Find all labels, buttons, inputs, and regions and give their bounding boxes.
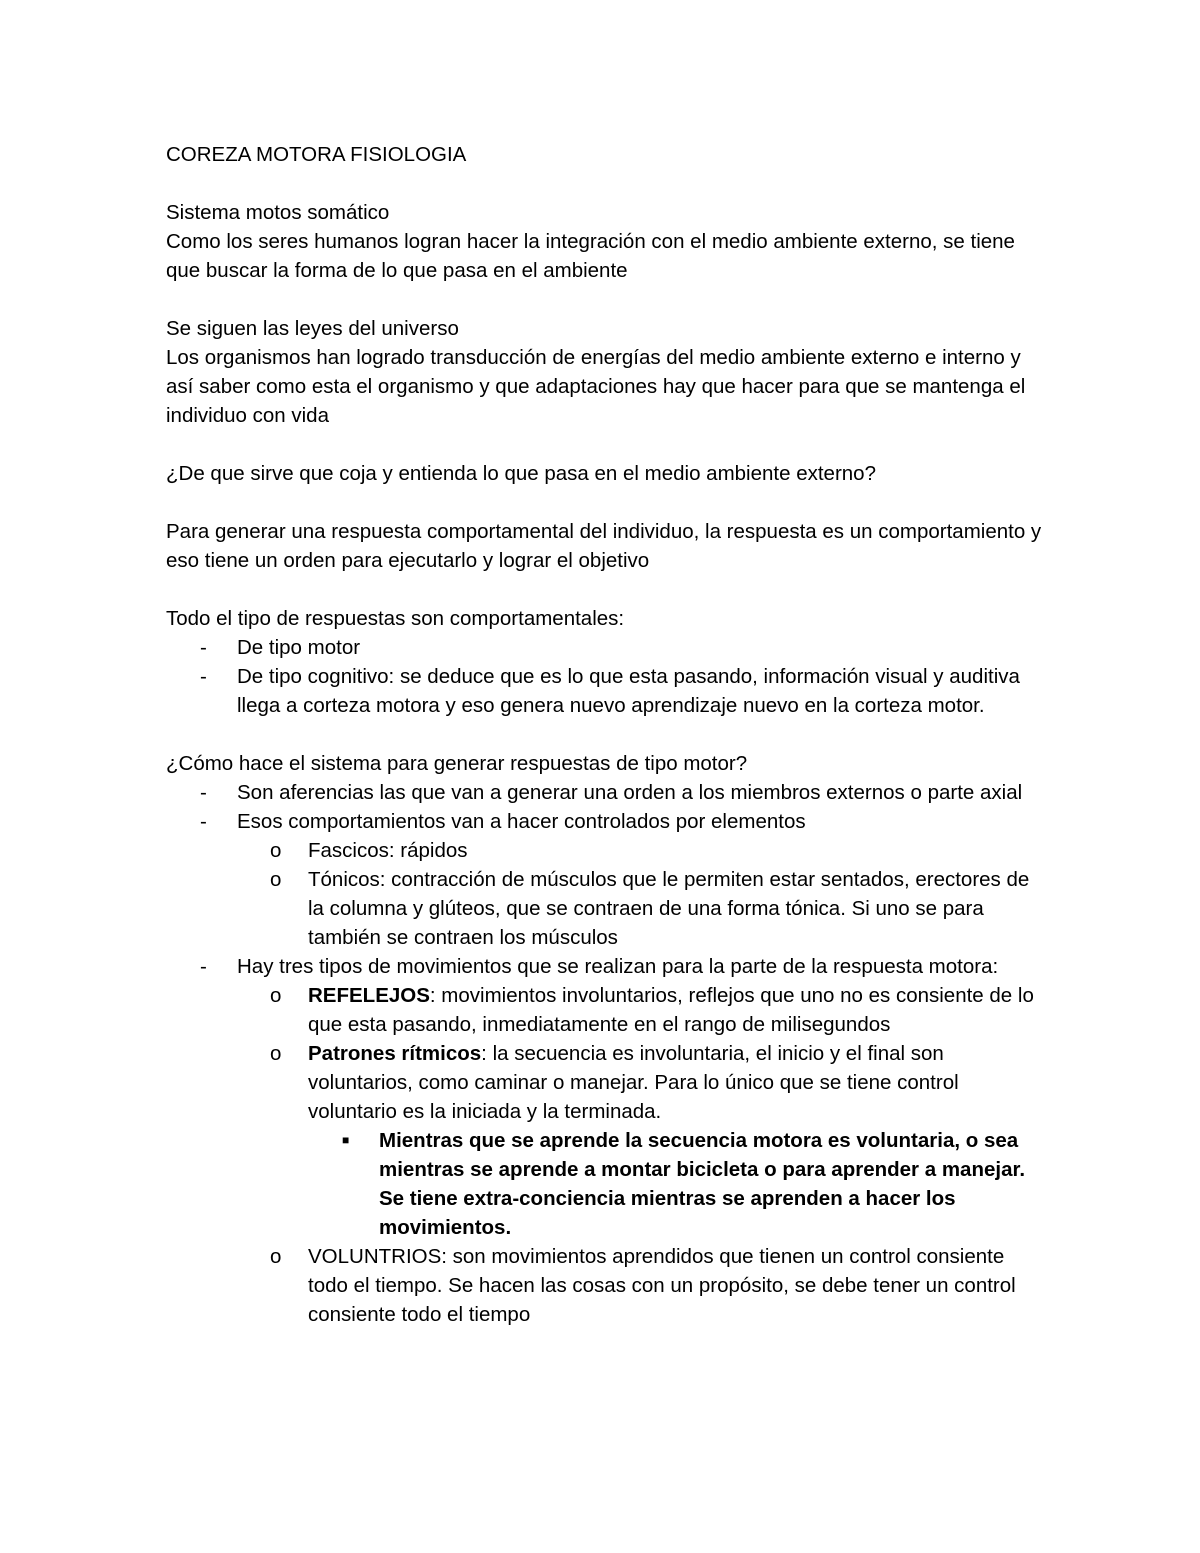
term-patrones: Patrones rítmicos bbox=[308, 1042, 482, 1065]
list-item bbox=[166, 952, 1046, 981]
circle-bullet-icon: o bbox=[270, 984, 282, 1007]
sub-list-item bbox=[166, 981, 1046, 1039]
section-heading: Se siguen las leyes del universo bbox=[166, 317, 459, 340]
paragraph: Como los seres humanos logran hacer la integración con el medio ambiente externo, se tiene que buscar la forma de lo que pasa en el ambiente bbox=[166, 230, 1015, 282]
term-patrones-text: : la secuencia es involuntaria, el inicio y el final son voluntarios, como caminar o manejar. Para lo único que se tiene control voluntario es la iniciada y la terminada. bbox=[308, 1042, 959, 1123]
doc-title: COREZA MOTORA FISIOLOGIA bbox=[166, 143, 467, 166]
dash-bullet-icon: - bbox=[200, 665, 207, 688]
list-item-text: Fascicos: rápidos bbox=[308, 839, 468, 862]
section-heading: Sistema motos somático bbox=[166, 201, 390, 224]
paragraph: Para generar una respuesta comportamental del individuo, la respuesta es un comportamiento y eso tiene un orden para ejecutarlo y lograr el objetivo bbox=[166, 520, 1042, 572]
dash-bullet-icon: - bbox=[200, 810, 207, 833]
sub-list-item bbox=[166, 1039, 1046, 1126]
list-item-text: De tipo cognitivo: se deduce que es lo que esta pasando, información visual y auditiva llega a corteza motora y eso genera nuevo aprendizaje nuevo en la corteza motor. bbox=[237, 665, 1020, 717]
sub-list-item bbox=[166, 865, 1046, 952]
paragraph: Los organismos han logrado transducción de energías del medio ambiente externo e interno y así saber como esta el organismo y que adaptaciones hay que hacer para que se mantenga el individuo con vida bbox=[166, 346, 1026, 427]
dash-bullet-icon: - bbox=[200, 636, 207, 659]
circle-bullet-icon: o bbox=[270, 839, 282, 862]
spacer bbox=[166, 720, 1046, 749]
sub-sub-list-item bbox=[166, 1126, 1046, 1242]
spacer bbox=[166, 430, 1046, 459]
list-item-text: De tipo motor bbox=[237, 636, 361, 659]
circle-bullet-icon: o bbox=[270, 868, 282, 891]
term-reflejos-text: : movimientos involuntarios, reflejos que uno no es consiente de lo que esta pasando, inmediatamente en el rango de milisegundos bbox=[308, 984, 1034, 1036]
spacer bbox=[166, 285, 1046, 314]
list-item-text: Son aferencias las que van a generar una orden a los miembros externos o parte axial bbox=[237, 781, 1023, 804]
sub-list-item bbox=[166, 1242, 1046, 1329]
dash-bullet-icon: - bbox=[200, 955, 207, 978]
list-item-text bbox=[308, 1042, 959, 1123]
section-heading: Todo el tipo de respuestas son comportamentales: bbox=[166, 607, 625, 630]
list-item-text: Esos comportamientos van a hacer controlados por elementos bbox=[237, 810, 806, 833]
list-item-text bbox=[308, 984, 1034, 1036]
circle-bullet-icon: o bbox=[270, 1042, 282, 1065]
list-item-text: Tónicos: contracción de músculos que le permiten estar sentados, erectores de la columna y glúteos, que se contraen de una forma tónica. Si uno se para también se contraen los músculos bbox=[308, 868, 1030, 949]
list-item bbox=[166, 778, 1046, 807]
term-reflejos: REFELEJOS bbox=[308, 984, 430, 1007]
list-item bbox=[166, 633, 1046, 662]
list-item bbox=[166, 807, 1046, 836]
spacer bbox=[166, 169, 1046, 198]
list-item-text: Mientras que se aprende la secuencia motora es voluntaria, o sea mientras se aprende a montar bicicleta o para aprender a manejar. Se tiene extra-conciencia mientras se aprenden a hacer los movimientos. bbox=[379, 1129, 1026, 1239]
list-item-text: Hay tres tipos de movimientos que se realizan para la parte de la respuesta motora: bbox=[237, 955, 999, 978]
spacer bbox=[166, 575, 1046, 604]
square-bullet-icon: ■ bbox=[342, 1133, 350, 1147]
spacer bbox=[166, 488, 1046, 517]
circle-bullet-icon: o bbox=[270, 1245, 282, 1268]
question: ¿De que sirve que coja y entienda lo que pasa en el medio ambiente externo? bbox=[166, 462, 876, 485]
question: ¿Cómo hace el sistema para generar respuestas de tipo motor? bbox=[166, 752, 748, 775]
list-item-text: VOLUNTRIOS: son movimientos aprendidos que tienen un control consiente todo el tiempo. Se hacen las cosas con un propósito, se debe tener un control consiente todo el tiempo bbox=[308, 1245, 1016, 1326]
sub-list-item bbox=[166, 836, 1046, 865]
document-page bbox=[166, 140, 1046, 1329]
list-item bbox=[166, 662, 1046, 720]
dash-bullet-icon: - bbox=[200, 781, 207, 804]
